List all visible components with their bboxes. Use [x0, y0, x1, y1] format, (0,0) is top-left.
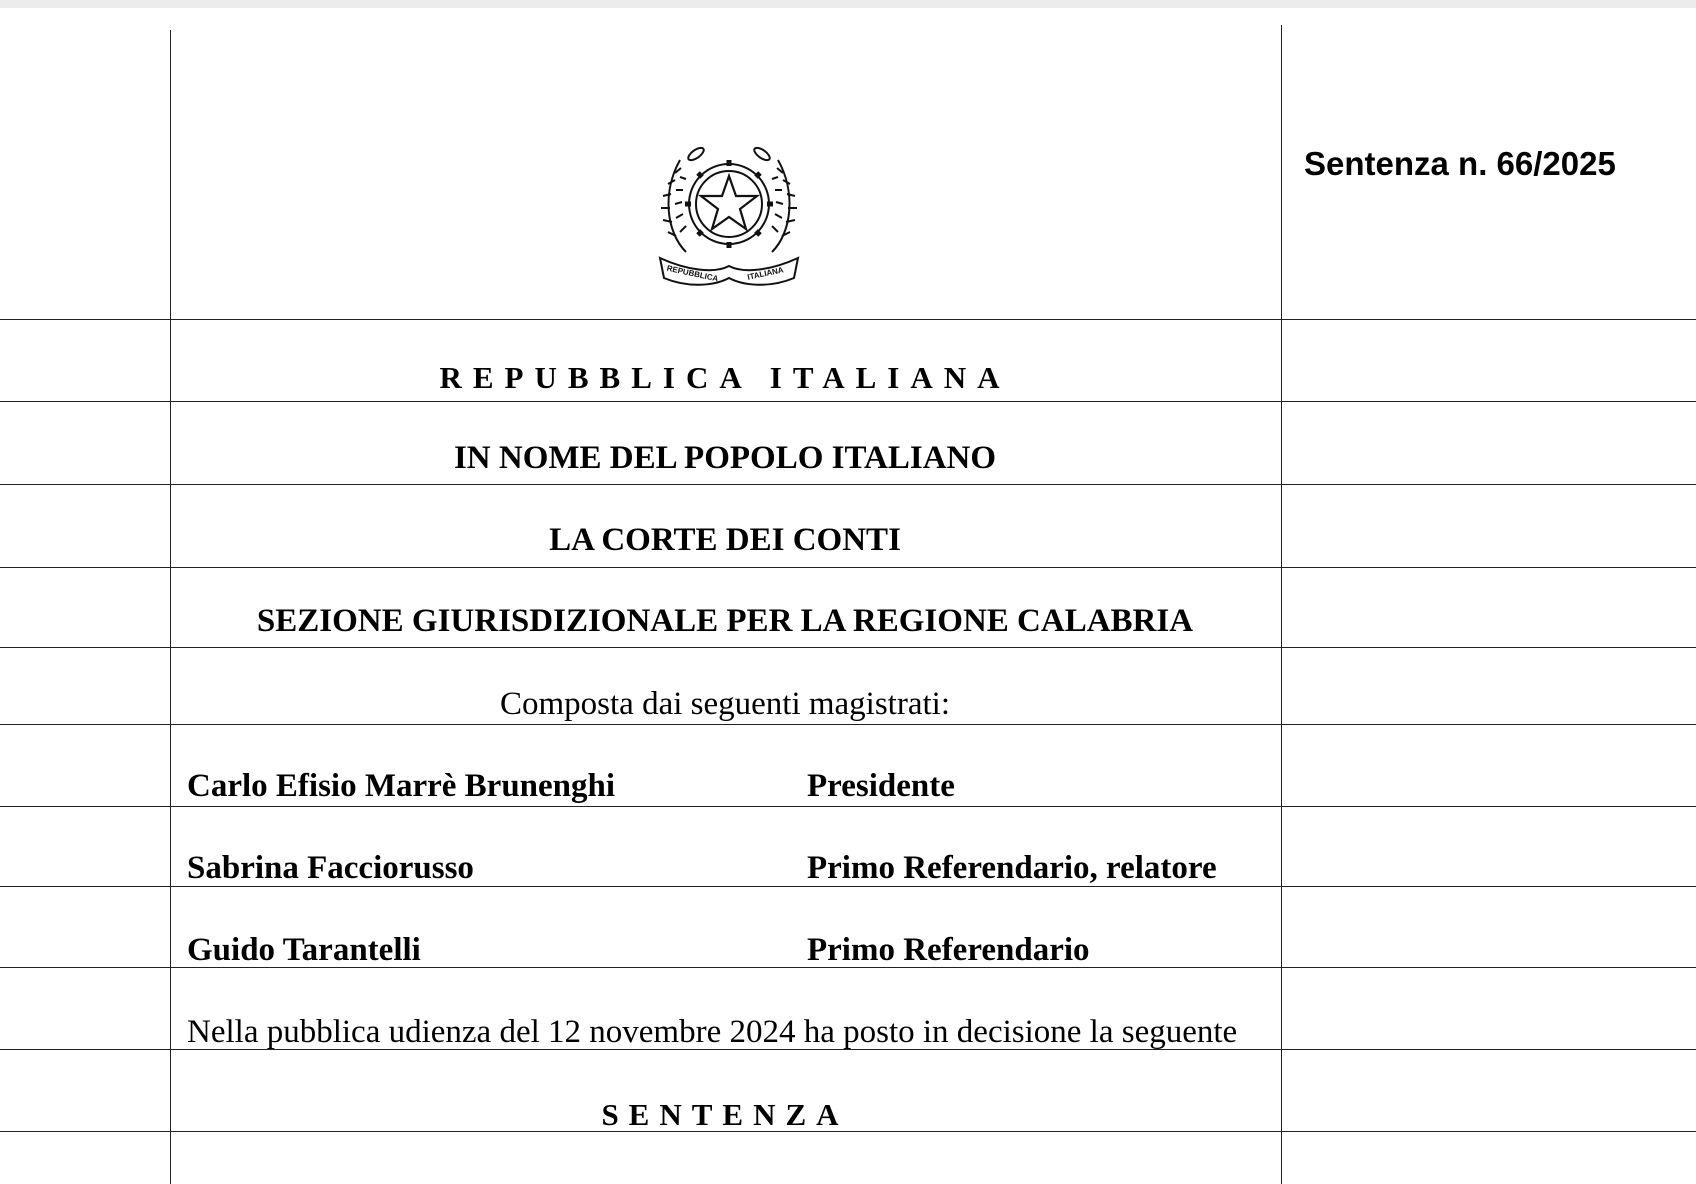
row-line	[0, 806, 1696, 807]
magistrate-role: Primo Referendario	[807, 932, 1090, 968]
hearing-statement: Nella pubblica udienza del 12 novembre 2024 ha posto in decisione la seguente	[187, 1014, 1238, 1050]
top-band	[0, 0, 1696, 8]
heading-sezione: SEZIONE GIURISDIZIONALE PER LA REGIONE CALABRIA	[256, 603, 1194, 639]
heading-sentenza: SENTENZA	[601, 1097, 849, 1132]
magistrate-role: Primo Referendario, relatore	[807, 850, 1217, 886]
composition-intro: Composta dai seguenti magistrati:	[499, 686, 950, 722]
row-line	[0, 484, 1696, 485]
right-margin-line	[1281, 25, 1282, 1184]
ribbon-left-text: REPUBBLICA	[665, 263, 720, 284]
heading-repubblica: REPUBBLICA ITALIANA	[439, 360, 1011, 395]
heading-corte: LA CORTE DEI CONTI	[549, 522, 901, 558]
row-line	[0, 724, 1696, 725]
magistrate-name: Guido Tarantelli	[187, 932, 421, 968]
magistrate-role: Presidente	[807, 768, 955, 804]
row-line	[0, 567, 1696, 568]
sentenza-number: Sentenza n. 66/2025	[1304, 145, 1616, 182]
magistrate-name: Carlo Efisio Marrè Brunenghi	[187, 768, 616, 804]
row-line	[0, 647, 1696, 648]
ribbon-right-text: ITALIANA	[746, 265, 785, 282]
row-line	[0, 319, 1696, 320]
row-line	[0, 401, 1696, 402]
magistrate-name: Sabrina Facciorusso	[187, 850, 474, 886]
heading-popolo: IN NOME DEL POPOLO ITALIANO	[453, 440, 997, 476]
emblem-icon	[656, 132, 802, 292]
